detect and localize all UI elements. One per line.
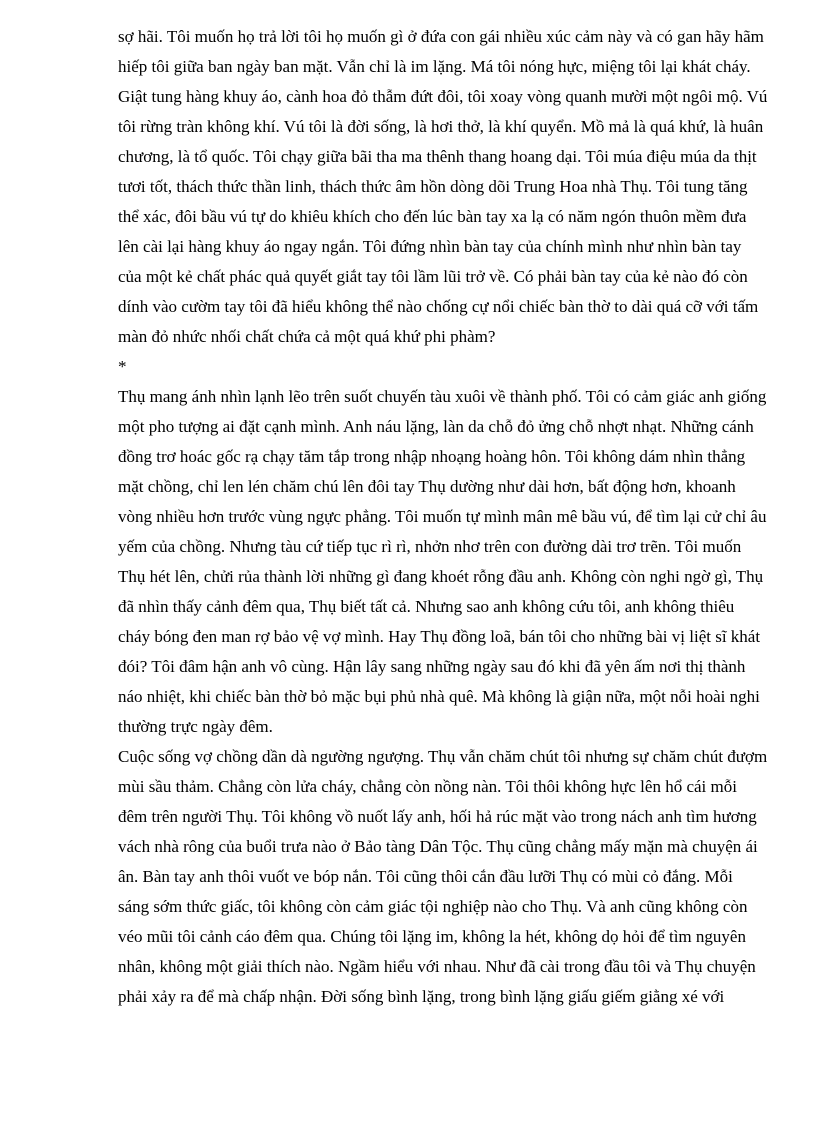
text-line-9: của một kẻ chất phác quả quyết giắt tay tôi lầm lũi trở về. Có phải bàn tay của kẻ nào đó còn: [118, 267, 748, 286]
text-line-32: nhân, không một giải thích nào. Ngầm hiểu với nhau. Như đã cài trong đầu tôi và Thụ chuyện: [118, 957, 756, 976]
text-line-11: màn đỏ nhức nhối chất chứa cả một quá khứ phi phàm?: [118, 327, 496, 346]
text-line-15: đồng trơ hoác gốc rạ chạy tăm tắp trong nhập nhoạng hoàng hôn. Tôi không dám nhìn thẳng: [118, 447, 746, 466]
text-line-4: tôi rừng tràn không khí. Vú tôi là đời sống, là hơi thở, là khí quyển. Mồ mả là quá khứ, là huân: [118, 117, 764, 136]
text-line-27: đêm trên người Thụ. Tôi không vồ nuốt lấy anh, hối hả rúc mặt vào trong nách anh tìm hương: [118, 807, 757, 826]
text-line-14: một pho tượng ai đặt cạnh mình. Anh náu lặng, làn da chỗ đỏ ửng chỗ nhợt nhạt. Những cánh: [118, 417, 754, 436]
text-line-3: Giật tung hàng khuy áo, cành hoa đỏ thẫm đứt đôi, tôi xoay vòng quanh mười một ngôi mộ. Vú: [118, 87, 768, 106]
text-line-7: thể xác, đôi bầu vú tự do khiêu khích cho đến lúc bàn tay xa lạ có năm ngón thuôn mềm đưa: [118, 207, 747, 226]
text-line-16: mặt chồng, chỉ len lén chăm chú lên đôi tay Thụ dường như dài hơn, bất động hơn, khoanh: [118, 477, 736, 496]
text-line-17: vòng nhiều hơn trước vùng ngực phẳng. Tôi muốn tự mình mân mê bầu vú, để tìm lại cử chỉ âu: [118, 507, 767, 526]
text-line-33: phải xảy ra để mà chấp nhận. Đời sống bình lặng, trong bình lặng giấu giếm giằng xé với: [118, 987, 725, 1006]
text-line-1: sợ hãi. Tôi muốn họ trả lời tôi họ muốn gì ở đứa con gái nhiều xúc cảm này và có gan hãy hãm: [118, 27, 764, 46]
text-line-6: tươi tốt, thách thức thần linh, thách thức âm hồn dòng dõi Trung Hoa nhà Thụ. Tôi tung tăng: [118, 177, 748, 196]
section-separator: *: [118, 357, 127, 376]
text-line-29: ân. Bàn tay anh thôi vuốt ve bóp nắn. Tôi cũng thôi cắn đầu lưỡi Thụ có mùi cỏ đắng. Mỗi: [118, 867, 733, 886]
text-line-10: dính vào cườm tay tôi đã hiểu không thể nào chống cự nổi chiếc bàn thờ to dài quá cỡ với tấm: [118, 297, 759, 316]
text-line-34: [118, 1012, 808, 1042]
text-line-28: vách nhà rông của buổi trưa nào ở Bảo tàng Dân Tộc. Thụ cũng chẳng mấy mặn mà chuyện ái: [118, 837, 758, 856]
text-line-21: cháy bóng đen man rợ bảo vệ vợ mình. Hay Thụ đồng loã, bán tôi cho những bài vị liệt sĩ khát: [118, 627, 761, 646]
text-line-23: náo nhiệt, khi chiếc bàn thờ bỏ mặc bụi phủ nhà quê. Mà không là giận nữa, một nỗi hoài nghi: [118, 687, 760, 706]
text-line-30: sáng sớm thức giấc, tôi không còn cảm giác tội nghiệp nào cho Thụ. Và anh cũng không còn: [118, 897, 748, 916]
text-line-5: chương, là tổ quốc. Tôi chạy giữa bãi tha ma thênh thang hoang dại. Tôi múa điệu múa da thịt: [118, 147, 757, 166]
text-line-20: đã nhìn thấy cảnh đêm qua, Thụ biết tất cả. Nhưng sao anh không cứu tôi, anh không thiêu: [118, 597, 735, 616]
text-line-26: mùi sầu thảm. Chẳng còn lửa cháy, chẳng còn nồng nàn. Tôi thôi không hực lên hổ cái mỗi: [118, 777, 737, 796]
text-line-22: đói? Tôi đâm hận anh vô cùng. Hận lây sang những ngày sau đó khi đã yên ấm nơi thị thành: [118, 657, 746, 676]
text-line-18: yếm của chồng. Nhưng tàu cứ tiếp tục rì rì, nhởn nhơ trên con đường dài trơ trẽn. Tôi muốn: [118, 537, 742, 556]
body-text: [118, 22, 808, 1042]
text-line-8: lên cài lại hàng khuy áo ngay ngắn. Tôi đứng nhìn bàn tay của chính mình như nhìn bàn tay: [118, 237, 742, 256]
text-line-13: Thụ mang ánh nhìn lạnh lẽo trên suốt chuyến tàu xuôi về thành phố. Tôi có cảm giác anh giống: [118, 387, 767, 406]
text-line-24: thường trực ngày đêm.: [118, 717, 273, 736]
text-line-2: hiếp tôi giữa ban ngày ban mặt. Vẫn chỉ là im lặng. Má tôi nóng hực, miệng tôi lại khát cháy.: [118, 57, 751, 76]
text-line-19: Thụ hét lên, chửi rủa thành lời những gì đang khoét rỗng đầu anh. Không còn nghi ngờ gì, Thụ: [118, 567, 764, 586]
text-line-25: Cuộc sống vợ chồng dần dà ngường ngượng. Thụ vẫn chăm chút tôi nhưng sự chăm chút đượm: [118, 747, 768, 766]
text-line-31: véo mũi tôi cảnh cáo đêm qua. Chúng tôi lặng im, không la hét, không dọ hỏi để tìm nguyên: [118, 927, 746, 946]
